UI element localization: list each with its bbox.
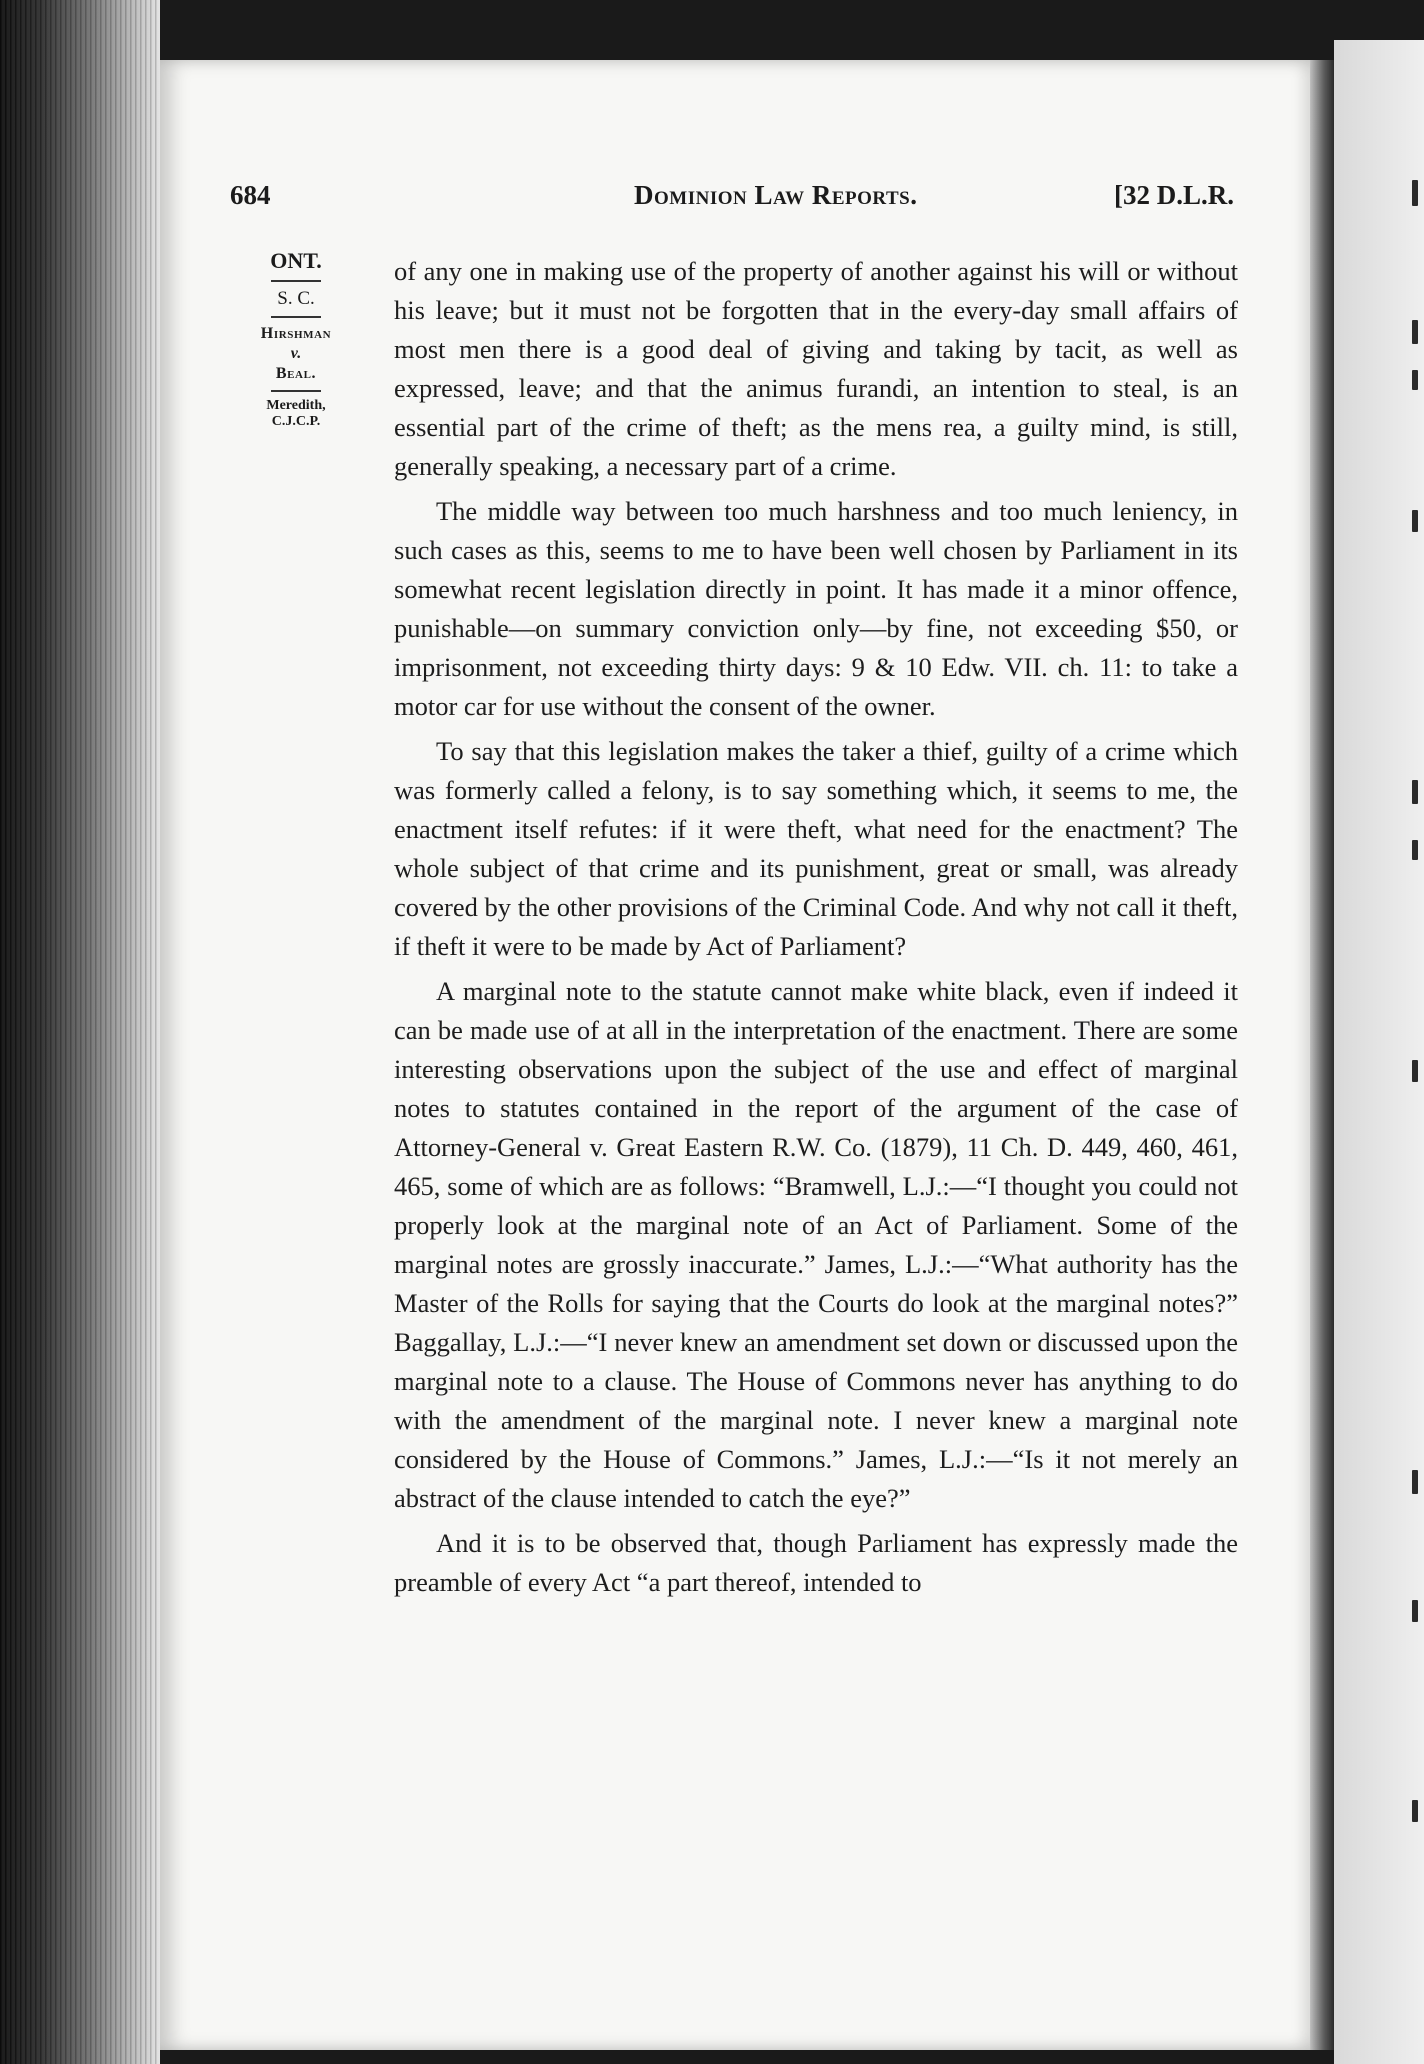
divider [271, 390, 321, 392]
bleed-mark [1412, 510, 1418, 532]
divider [271, 316, 321, 318]
versus-label: v. [290, 345, 302, 362]
bleed-mark [1412, 1470, 1418, 1494]
body-text [394, 252, 1238, 1608]
bleed-mark [1412, 1060, 1418, 1082]
running-title: Dominion Law Reports. [634, 180, 918, 210]
province-label: ONT. [270, 248, 322, 273]
bleed-mark [1412, 780, 1418, 804]
judge-title: C.J.C.P. [271, 414, 321, 429]
facing-page-edge [1334, 40, 1424, 2064]
judge-name: Meredith, [266, 398, 326, 413]
paragraph: The middle way between too much harshness and too much leniency, in such cases as this, seems to me to have been well chosen by Parliament in its somewhat recent legislation directly in point. It has made it a minor offence, punishable—on summary conviction only—by fine, not exceeding $50, or imprisonment, not exceeding thirty days: 9 & 10 Edw. VII. ch. 11: to take a motor car for use without the consent of the owner. [394, 496, 1238, 721]
divider [271, 280, 321, 282]
defendant-name: Beal. [275, 365, 317, 382]
court-label: S. C. [277, 288, 315, 309]
bleed-mark [1412, 840, 1418, 860]
book-binding-edge [0, 0, 160, 2064]
paragraph: To say that this legislation makes the taker a thief, guilty of a crime which was formerly called a felony, is to say something which, it seems to me, the enactment itself refutes: if it were theft, what need for the enactment? The whole subject of that crime and its punishment, great or small, was already covered by the other provisions of the Criminal Code. And why not call it theft, if theft it were to be made by Act of Parliament? [394, 736, 1238, 961]
paragraph: And it is to be observed that, though Parliament has expressly made the preamble of every Act “a part thereof, intended to [394, 1528, 1238, 1597]
running-header [230, 180, 1234, 220]
volume-reference: [32 D.L.R. [1114, 180, 1234, 210]
bleed-mark [1412, 1800, 1418, 1822]
bleed-mark [1412, 180, 1418, 206]
bleed-mark [1412, 370, 1418, 390]
margin-note [232, 248, 360, 430]
plaintiff-name: Hirshman [260, 325, 332, 342]
paragraph: of any one in making use of the property of another against his will or without his leave; but it must not be forgotten that in the every-day small affairs of most men there is a good deal of giving and taking by tacit, as well as expressed, leave; and that the animus furandi, an intention to steal, is an essential part of the crime of theft; as the mens rea, a guilty mind, is still, generally speaking, a necessary part of a crime. [394, 256, 1238, 481]
bleed-mark [1412, 1600, 1418, 1622]
bleed-mark [1412, 320, 1418, 344]
paragraph: A marginal note to the statute cannot make white black, even if indeed it can be made use of at all in the interpretation of the enactment. There are some interesting observations upon the subject of the use and effect of marginal notes to statutes contained in the report of the argument of the case of Attorney-General v. Great Eastern R.W. Co. (1879), 11 Ch. D. 449, 460, 461, 465, some of which are as follows: “Bramwell, L.J.:—“I thought you could not properly look at the marginal note of an Act of Parliament. Some of the marginal notes are grossly inaccurate.” James, L.J.:—“What authority has the Master of the Rolls for saying that the Courts do look at the marginal notes?” Baggallay, L.J.:—“I never knew an amendment set down or discussed upon the marginal note to a clause. The House of Commons never has anything to do with the amendment of the marginal note. I never knew a marginal note considered by the House of Commons.” James, L.J.:—“Is it not merely an abstract of the clause intended to catch the eye?” [394, 976, 1238, 1513]
page-number: 684 [230, 180, 271, 210]
page-fold-shadow [1310, 60, 1334, 2050]
